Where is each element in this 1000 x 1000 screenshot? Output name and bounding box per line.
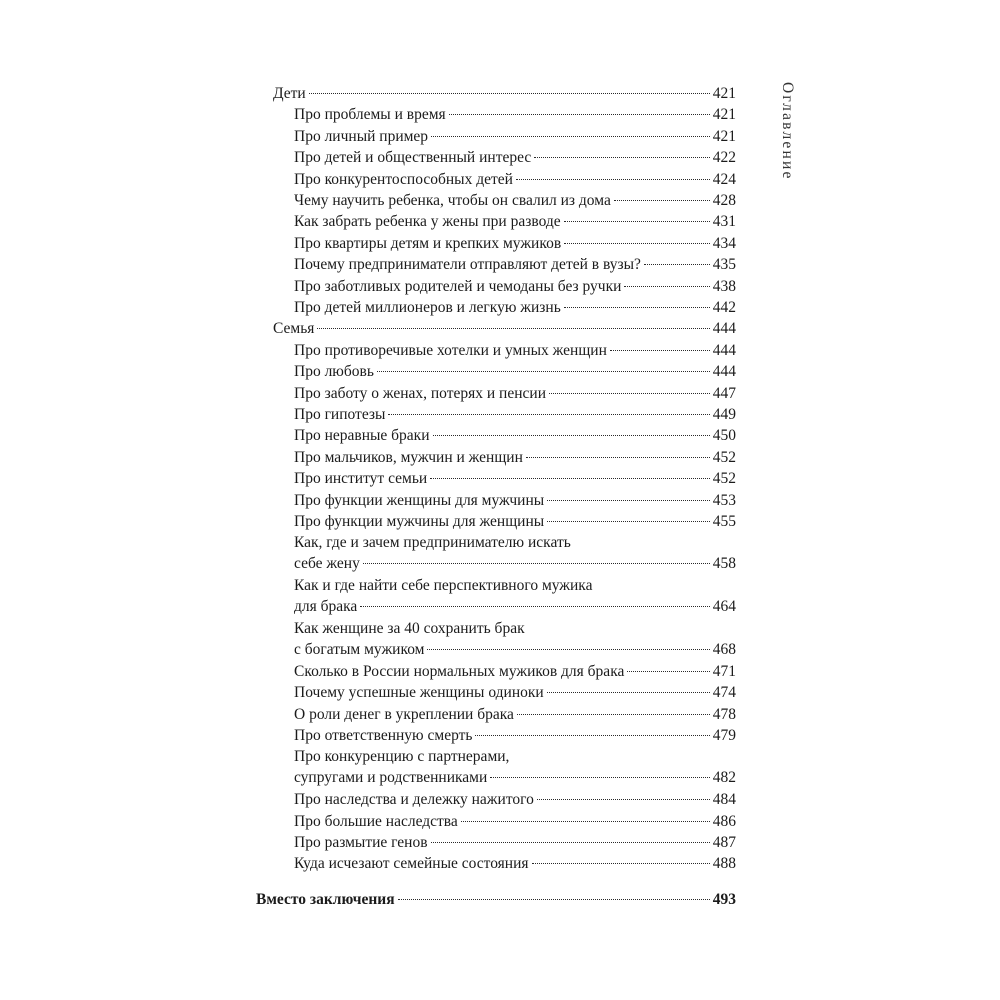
toc-entry[interactable]: [256, 889, 736, 910]
toc-entry-row: [294, 361, 736, 382]
dot-leader: [427, 649, 709, 650]
dot-leader: [398, 899, 710, 900]
toc-entry[interactable]: [294, 704, 736, 725]
toc-entry-page-number: 438: [712, 277, 736, 295]
toc-entry-row: [294, 190, 736, 211]
toc-entry-row: [294, 233, 736, 254]
toc-entry-title: Про институт семьи: [294, 470, 428, 488]
toc-entry-page-number: 474: [712, 684, 736, 702]
toc-entry[interactable]: [294, 811, 736, 832]
dot-leader: [644, 264, 710, 265]
dot-leader: [388, 414, 709, 415]
dot-leader: [317, 328, 709, 329]
toc-entry[interactable]: [294, 126, 736, 147]
toc-entry-row: [294, 147, 736, 168]
dot-leader: [627, 671, 709, 672]
toc-entry-title: Чему научить ребенка, чтобы он свалил из дома: [294, 192, 611, 209]
dot-leader: [564, 221, 710, 222]
toc-entry-title: Сколько в России нормальных мужиков для брака: [294, 662, 625, 680]
toc-entry-title: Про функции мужчины для женщины: [294, 513, 545, 530]
toc-entry[interactable]: [294, 468, 736, 489]
dot-leader: [526, 457, 710, 458]
dot-leader: [475, 735, 709, 736]
toc-entry-page-number: 434: [712, 234, 736, 252]
toc-entry-title: Про заботливых родителей и чемоданы без ручки: [294, 277, 622, 295]
toc-entry-title: супругами и родственниками: [294, 769, 488, 787]
toc-entry[interactable]: [294, 725, 736, 746]
toc-entry-row: [294, 767, 736, 788]
toc-entry[interactable]: [294, 190, 736, 211]
toc-entry-title: Почему предприниматели отправляют детей в вузы?: [294, 256, 641, 274]
dot-leader: [449, 114, 710, 115]
toc-entry-title: Семья: [273, 320, 315, 338]
toc-entry-row: [273, 318, 736, 339]
toc-entry-title: Про любовь: [294, 363, 374, 381]
toc-entry-title: Куда исчезают семейные состояния: [294, 855, 529, 873]
toc-entry-page-number: 453: [712, 491, 736, 509]
toc-entry-title: Про размытие генов: [294, 834, 428, 851]
toc-entry-row: [294, 104, 736, 125]
toc-entry[interactable]: [294, 661, 736, 682]
toc-entry-row: [294, 254, 736, 275]
dot-leader: [309, 93, 710, 94]
toc-entry[interactable]: [294, 853, 736, 874]
toc-entry-page-number: 452: [712, 448, 736, 466]
toc-entry-page-number: 435: [712, 256, 736, 274]
dot-leader: [430, 478, 710, 479]
toc-entry-title: Про мальчиков, мужчин и женщин: [294, 448, 523, 466]
toc-entry[interactable]: [294, 746, 736, 788]
toc-entry-page-number: 447: [712, 384, 736, 402]
toc-entry-page-number: 493: [712, 890, 736, 908]
toc-entry-row: [294, 639, 736, 660]
toc-entry-title: Про детей миллионеров и легкую жизнь: [294, 299, 561, 316]
toc-entry[interactable]: [294, 532, 736, 574]
toc-entry-title: Про большие наследства: [294, 812, 458, 830]
toc-entry-page-number: 482: [712, 769, 736, 787]
toc-entry-page-number: 444: [712, 363, 736, 381]
toc-entry[interactable]: [294, 383, 736, 404]
toc-entry-page-number: 428: [712, 192, 736, 209]
toc-entry-title: Про личный пример: [294, 127, 429, 145]
toc-entry-title: Про гипотезы: [294, 406, 386, 423]
toc-entry-title: Про неравные браки: [294, 427, 430, 445]
toc-entry-title-first-line: Про конкуренцию с партнерами,: [294, 748, 510, 766]
toc-entry-row: [294, 126, 736, 147]
dot-leader: [461, 821, 710, 822]
toc-entry-page-number: 455: [712, 513, 736, 530]
dot-leader: [534, 157, 710, 158]
dot-leader: [377, 371, 710, 372]
dot-leader: [490, 777, 709, 778]
dot-leader: [549, 393, 710, 394]
dot-leader: [363, 563, 710, 564]
dot-leader: [547, 500, 710, 501]
toc-entry-row: [294, 725, 736, 746]
toc-entry-page-number: 468: [712, 641, 736, 658]
dot-leader: [547, 521, 710, 522]
toc-entry-title: Про проблемы и время: [294, 106, 446, 124]
toc-entry-page-number: 458: [712, 555, 736, 573]
toc-entry-title: Вместо заключения: [256, 890, 395, 908]
toc-entry-row: [294, 811, 736, 832]
toc-entry-row: [294, 490, 736, 511]
toc-entry-page-number: 484: [712, 791, 736, 809]
toc-entry[interactable]: [294, 404, 736, 425]
toc-entry-title: Как забрать ребенка у жены при разводе: [294, 213, 561, 231]
toc-entry-title: себе жену: [294, 555, 360, 573]
toc-entry-row: [294, 340, 736, 361]
toc-entry-title: Про ответственную смерть: [294, 727, 473, 744]
toc-entry[interactable]: [294, 575, 736, 617]
toc-entry-row: [294, 447, 736, 468]
toc-entry[interactable]: [294, 490, 736, 511]
dot-leader: [431, 136, 710, 137]
toc-entry-page-number: 444: [712, 341, 736, 359]
dot-leader: [564, 243, 710, 244]
toc-entry[interactable]: [294, 254, 736, 275]
toc-entry-title: Про квартиры детям и крепких мужиков: [294, 234, 562, 252]
toc-entry-row: [294, 682, 736, 703]
dot-leader: [431, 842, 710, 843]
toc-entry[interactable]: [294, 447, 736, 468]
toc-entry[interactable]: [294, 361, 736, 382]
toc-entry-row: [294, 596, 736, 617]
toc-entry-page-number: 488: [712, 855, 736, 873]
toc-entry-title: Дети: [273, 85, 306, 102]
dot-leader: [610, 350, 710, 351]
toc-entry-page-number: 421: [712, 106, 736, 124]
toc-entry-page-number: 486: [712, 812, 736, 830]
toc-entry-page-number: 471: [712, 662, 736, 680]
toc-entry-row: [294, 553, 736, 574]
toc-entry[interactable]: [273, 83, 736, 104]
toc-entry-page-number: 444: [712, 320, 736, 338]
toc-entry-page-number: 479: [712, 727, 736, 744]
toc-entry[interactable]: [294, 618, 736, 660]
toc-entry-page-number: 452: [712, 470, 736, 488]
toc-entry[interactable]: [294, 511, 736, 532]
toc-entry-row: [294, 297, 736, 318]
toc-entry-row: [294, 276, 736, 297]
toc-entry-title: Про противоречивые хотелки и умных женщин: [294, 341, 607, 359]
toc-entry[interactable]: [294, 789, 736, 810]
toc-entry[interactable]: [294, 233, 736, 254]
toc-entry-row: [294, 704, 736, 725]
toc-entry-page-number: 422: [712, 149, 736, 167]
toc-entry-title: для брака: [294, 598, 358, 616]
dot-leader: [624, 286, 709, 287]
toc-entry-page-number: 442: [712, 299, 736, 316]
dot-leader: [547, 692, 710, 693]
dot-leader: [516, 179, 710, 180]
toc-entry-row: [256, 889, 736, 910]
toc-entry-page-number: 421: [712, 85, 736, 102]
toc-entry-row: [294, 661, 736, 682]
toc-entry-title: Про функции женщины для мужчины: [294, 491, 545, 509]
toc-entry-title: с богатым мужиком: [294, 641, 425, 658]
toc-entry-title-first-line: Как и где найти себе перспективного мужика: [294, 577, 593, 595]
toc-entry-row: [294, 789, 736, 810]
dot-leader: [614, 200, 710, 201]
dot-leader: [564, 307, 710, 308]
toc-entry-row: [294, 211, 736, 232]
toc-entry-page-number: 424: [712, 170, 736, 188]
toc-entry[interactable]: [294, 832, 736, 853]
toc-entry-row: [294, 853, 736, 874]
toc-entry[interactable]: [294, 147, 736, 168]
toc-entry[interactable]: [294, 169, 736, 190]
toc-entry-page-number: 431: [712, 213, 736, 231]
toc-entry-title: Про конкурентоспособных детей: [294, 170, 513, 188]
toc-entry-title-first-line: Как женщине за 40 сохранить брак: [294, 620, 525, 637]
toc-entry[interactable]: [294, 682, 736, 703]
toc-entry-page-number: 450: [712, 427, 736, 445]
toc-entry[interactable]: [294, 276, 736, 297]
toc-entry-page-number: 421: [712, 127, 736, 145]
toc-entry-row: [294, 832, 736, 853]
running-section-title: Оглавление: [779, 82, 796, 181]
dot-leader: [433, 435, 710, 436]
toc-entry-page-number: 464: [712, 598, 736, 616]
toc-entry-page-number: 478: [712, 705, 736, 723]
toc-entry[interactable]: [294, 104, 736, 125]
toc-entry-title: О роли денег в укреплении брака: [294, 705, 514, 723]
toc-entry-title: Почему успешные женщины одиноки: [294, 684, 544, 702]
toc-entry[interactable]: [294, 425, 736, 446]
toc-entry-title: Про заботу о женах, потерях и пенсии: [294, 384, 546, 402]
dot-leader: [537, 799, 710, 800]
toc-entry[interactable]: [294, 211, 736, 232]
toc-entry-title: Про детей и общественный интерес: [294, 149, 532, 167]
toc-entry-row: [294, 511, 736, 532]
dot-leader: [360, 606, 709, 607]
toc-entry-page-number: 449: [712, 406, 736, 423]
toc-entry-row: [273, 83, 736, 104]
toc-entry-title-first-line: Как, где и зачем предпринимателю искать: [294, 534, 571, 552]
toc-entry-row: [294, 383, 736, 404]
toc-entry[interactable]: [294, 340, 736, 361]
dot-leader: [517, 714, 710, 715]
toc-entry-row: [294, 404, 736, 425]
toc-entry-row: [294, 425, 736, 446]
toc-entry[interactable]: [294, 297, 736, 318]
toc-entry[interactable]: [273, 318, 736, 339]
dot-leader: [532, 863, 710, 864]
toc-entry-row: [294, 169, 736, 190]
toc-entry-title: Про наследства и дележку нажитого: [294, 791, 534, 809]
toc-entry-page-number: 487: [712, 834, 736, 851]
toc-entry-row: [294, 468, 736, 489]
